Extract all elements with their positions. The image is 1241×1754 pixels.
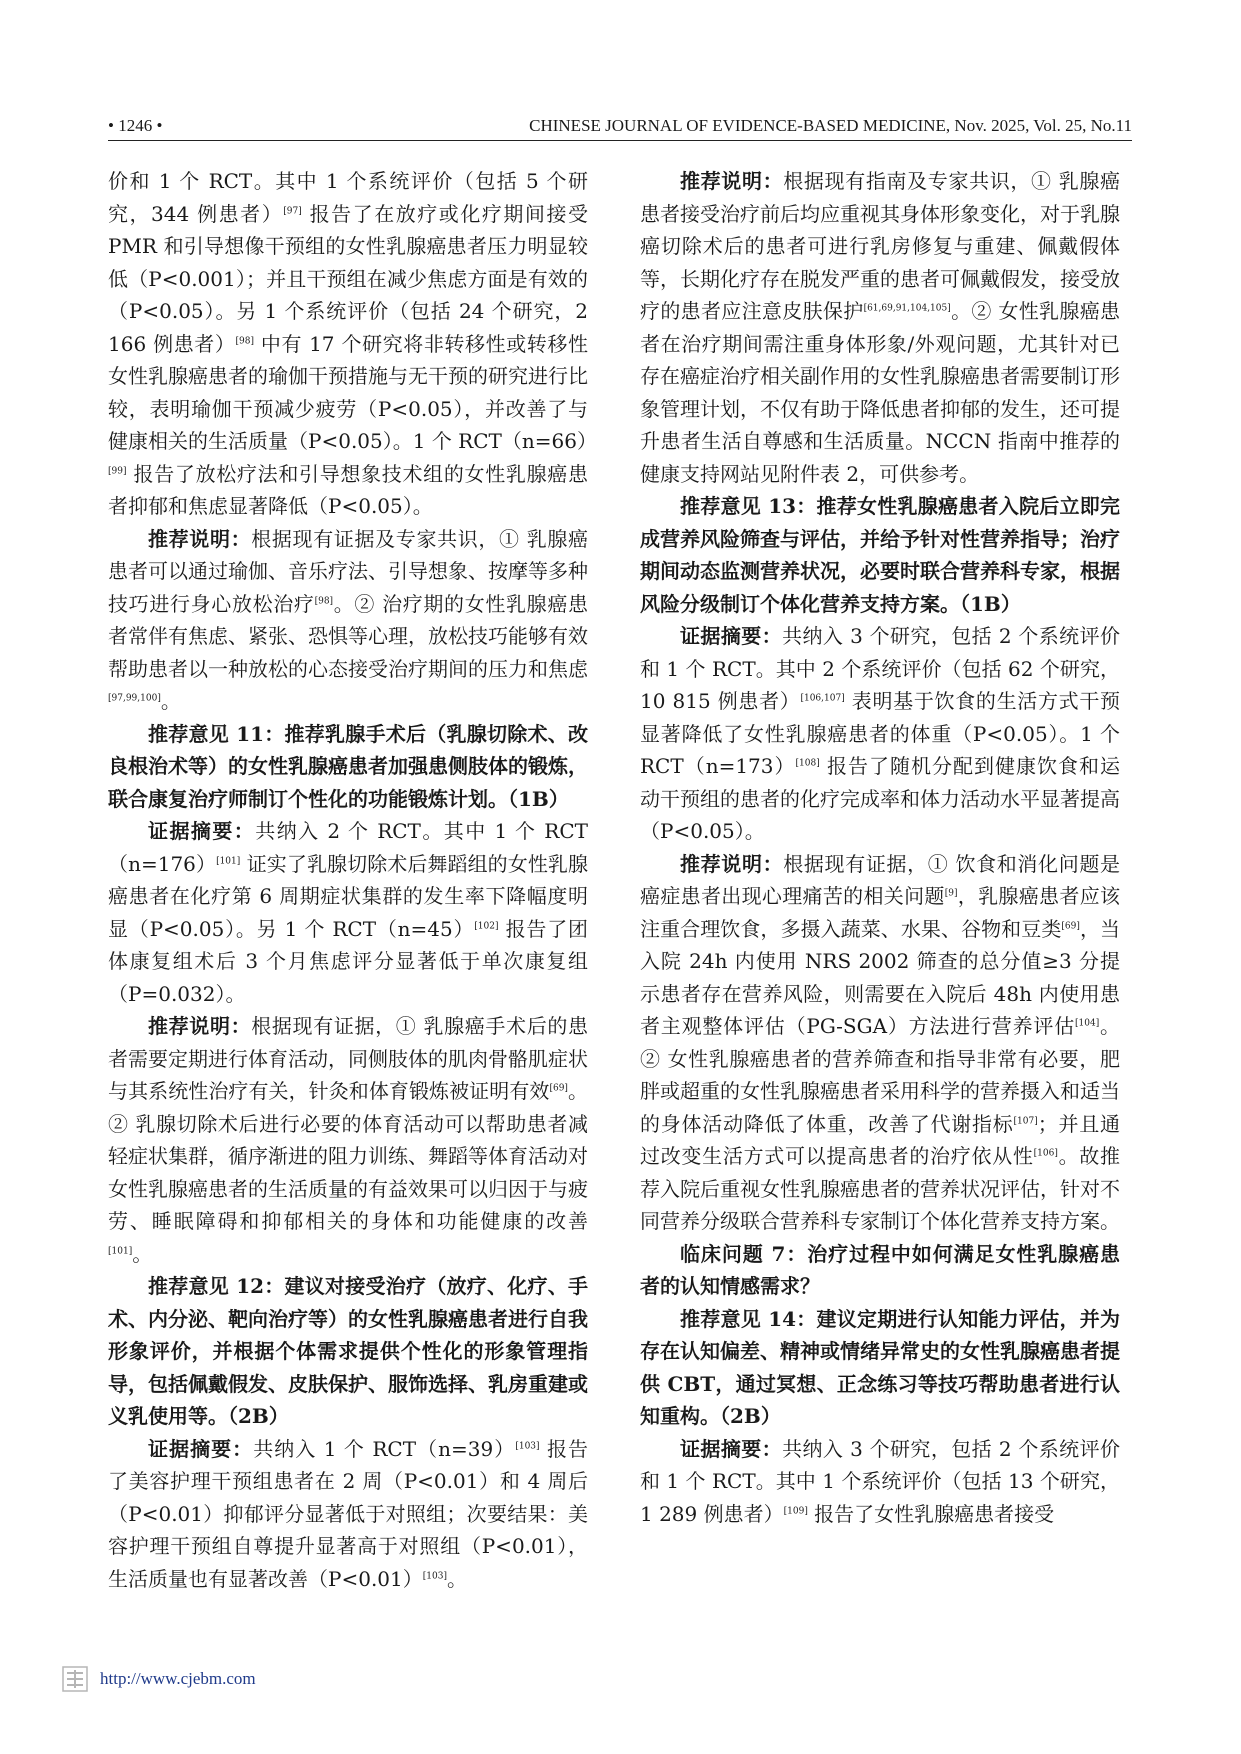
citation-reference: [101] xyxy=(216,855,241,866)
journal-logo-icon xyxy=(62,1666,88,1692)
citation-reference: [97] xyxy=(283,205,302,216)
paragraph-text: 根据现有证据及专家共识，① 乳腺癌患者可以通过瑜伽、音乐疗法、引导想象、按摩等多种技巧进行身心放松治疗[98]。② 治疗期的女性乳腺癌患者常伴有焦虑、紧张、恐惧等心理，放松技巧能够有效帮助患者以一种放松的心态接受治疗期间的压力和焦虑[97,99,100]。 xyxy=(108,526,589,713)
citation-reference: [109] xyxy=(783,1505,808,1516)
citation-reference: [106,107] xyxy=(800,693,845,704)
journal-url-link[interactable]: http://www.cjebm.com xyxy=(100,1669,256,1688)
paragraph xyxy=(640,165,1120,490)
citation-reference: [98] xyxy=(314,595,334,606)
recommendation-heading: 推荐意见 12：建议对接受治疗（放疗、化疗、手术、内分泌、靶向治疗等）的女性乳腺癌患者进行自我形象评价，并根据个体需求提供个性化的形象管理指导，包括佩戴假发、皮肤保护、服饰选择、乳房重建或义乳使用等。（2B） xyxy=(108,1274,588,1428)
paragraph xyxy=(108,815,588,1010)
paragraph-label: 证据摘要： xyxy=(680,1436,783,1461)
paragraph-label: 证据摘要： xyxy=(680,624,783,648)
paragraph-text: 共纳入 1 个 RCT（n=39）[103] 报告了美容护理干预组患者在 2 周（P<0.01）和 4 周后（P<0.01）抑郁评分显著低于对照组；次要结果：美容护理干预组自尊提升显著高于对照组（P<0.01），生活质量也有显著改善（P<0.01）[103]。 xyxy=(108,1436,588,1591)
citation-reference: [108] xyxy=(795,758,820,769)
journal-title: CHINESE JOURNAL OF EVIDENCE-BASED MEDICINE, Nov. 2025, Vol. 25, No.11 xyxy=(529,116,1132,135)
recommendation-heading: 推荐意见 14：建议定期进行认知能力评估，并为存在认知偏差、精神或情绪异常史的女性乳腺癌患者提供 CBT，通过冥想、正念练习等技巧帮助患者进行认知重构。（2B） xyxy=(640,1306,1120,1428)
citation-reference: [103] xyxy=(515,1440,540,1451)
citation-reference: [69] xyxy=(549,1083,568,1094)
paragraph-text: 根据现有证据，① 乳腺癌手术后的患者需要定期进行体育活动，同侧肢体的肌肉骨骼肌症状与其系统性治疗有关，针灸和体育锻炼被证明有效[69]。② 乳腺切除术后进行必要的体育活动可以帮助患者减轻症状集群，循序渐进的阻力训练、舞蹈等体育活动对女性乳腺癌患者的生活质量的有益效果可以归因于与疲劳、睡眠障碍和抑郁相关的身体和功能健康的改善[101]。 xyxy=(108,1014,589,1266)
citation-reference: [98] xyxy=(235,335,254,346)
citation-reference: [102] xyxy=(474,920,499,931)
recommendation-heading: 推荐意见 13：推荐女性乳腺癌患者入院后立即完成营养风险筛查与评估，并给予针对性营养指导；治疗期间动态监测营养状况，必要时联合营养科专家，根据风险分级制订个体化营养支持方案。（1B） xyxy=(640,494,1120,616)
paragraph xyxy=(108,523,588,718)
paragraph-label: 推荐说明： xyxy=(148,526,252,551)
paragraph-text: 共纳入 3 个研究，包括 2 个系统评价和 1 个 RCT。其中 1 个系统评价（包括 13 个研究，1 289 例患者）[109] 报告了女性乳腺癌患者接受 xyxy=(640,1436,1120,1526)
clinical-question-heading: 临床问题 7：治疗过程中如何满足女性乳腺癌患者的认知情感需求？ xyxy=(640,1241,1120,1298)
paragraph-text: 根据现有证据，① 饮食和消化问题是癌症患者出现心理痛苦的相关问题[9]，乳腺癌患者应该注重合理饮食，多摄入蔬菜、水果、谷物和豆类[69]，当入院 24h 内使用 NRS 2002 筛查的总分值≥3 分提示患者存在营养风险，则需要在入院后 48h 内使用患者主观整体评估（PG-SGA）方法进行营养评估[104]。② 女性乳腺癌患者的营养筛查和指导非常有必要，肥胖或超重的女性乳腺癌患者采用科学的营养摄入和适当的身体活动降低了体重，改善了代谢指标[107]；并且通过改变生活方式可以提高患者的治疗依从性[106]。故推荐入院后重视女性乳腺癌患者的营养状况评估，针对不同营养分级联合营养科专家制订个体化营养支持方案。 xyxy=(640,851,1121,1233)
paragraph-label: 证据摘要： xyxy=(148,819,256,843)
citation-reference: [101] xyxy=(108,1245,133,1256)
citation-reference: [104] xyxy=(1075,1018,1100,1029)
paragraph: 价和 1 个 RCT。其中 1 个系统评价（包括 5 个研究，344 例患者）[97] 报告了在放疗或化疗期间接受 PMR 和引导想像干预组的女性乳腺癌患者压力明显较低（P<0.001）；并且干预组在减少焦虑方面是有效的（P<0.05）。另 1 个系统评价（包括 24 个研究，2 166 例患者）[98] 中有 17 个研究将非转移性或转移性女性乳腺癌患者的瑜伽干预措施与无干预的研究进行比较，表明瑜伽干预减少疲劳（P<0.05），并改善了与健康相关的生活质量（P<0.05）。1 个 RCT（n=66）[99] 报告了放松疗法和引导想象技术组的女性乳腺癌患者抑郁和焦虑显著降低（P<0.05）。 xyxy=(108,169,597,518)
citation-reference: [107] xyxy=(1013,1115,1038,1126)
paragraph-label: 推荐说明： xyxy=(680,169,784,193)
paragraph-text: 共纳入 2 个 RCT。其中 1 个 RCT（n=176）[101] 证实了乳腺切除术后舞蹈组的女性乳腺癌患者在化疗第 6 周期症状集群的发生率下降幅度明显（P<0.05）。另 1 个 RCT（n=45）[102] 报告了团体康复组术后 3 个月焦虑评分显著低于单次康复组（P=0.032）。 xyxy=(108,819,589,1006)
paragraph-label: 推荐说明： xyxy=(680,851,784,876)
paragraph xyxy=(640,620,1120,848)
citation-reference: [99] xyxy=(108,465,127,476)
citation-reference: [106] xyxy=(1033,1148,1058,1159)
paragraph xyxy=(640,1433,1120,1531)
paragraph-text: 共纳入 3 个研究，包括 2 个系统评价和 1 个 RCT。其中 2 个系统评价（包括 62 个研究，10 815 例患者）[106,107] 表明基于饮食的生活方式干预显著降低了女性乳腺癌患者的体重（P<0.05）。1 个 RCT（n=173）[108] 报告了随机分配到健康饮食和运动干预组的患者的化疗完成率和体力活动水平显著提高（P<0.05）。 xyxy=(640,624,1121,843)
citation-reference: [103] xyxy=(422,1570,447,1581)
paragraph xyxy=(640,848,1120,1238)
citation-reference: [97,99,100] xyxy=(108,693,161,704)
running-header xyxy=(108,112,1132,141)
paragraph-text: 根据现有指南及专家共识，① 乳腺癌患者接受治疗前后均应重视其身体形象变化，对于乳腺癌切除术后的患者可进行乳房修复与重建、佩戴假体等，长期化疗存在脱发严重的患者可佩戴假发，接受放疗的患者应注意皮肤保护[61,69,91,104,105]。② 女性乳腺癌患者在治疗期间需注重身体形象/外观问题，尤其针对已存在癌症治疗相关副作用的女性乳腺癌患者需要制订形象管理计划，不仅有助于降低患者抑郁的发生，还可提升患者生活自尊感和生活质量。NCCN 指南中推荐的健康支持网站见附件表 2，可供参考。 xyxy=(640,169,1121,486)
citation-reference: [9] xyxy=(944,888,958,899)
right-column xyxy=(640,165,1120,1530)
paragraph-label: 推荐说明： xyxy=(148,1014,252,1038)
paragraph-label: 证据摘要： xyxy=(148,1436,254,1461)
page-number: • 1246 • xyxy=(108,116,163,135)
citation-reference: [69] xyxy=(1061,920,1080,931)
paragraph xyxy=(108,1010,588,1270)
recommendation-heading: 推荐意见 11：推荐乳腺手术后（乳腺切除术、改良根治术等）的女性乳腺癌患者加强患侧肢体的锻炼，联合康复治疗师制订个性化的功能锻炼计划。（1B） xyxy=(108,721,588,811)
left-column xyxy=(108,165,597,1595)
paragraph xyxy=(108,1433,588,1596)
citation-reference: [61,69,91,104,105] xyxy=(863,303,951,314)
